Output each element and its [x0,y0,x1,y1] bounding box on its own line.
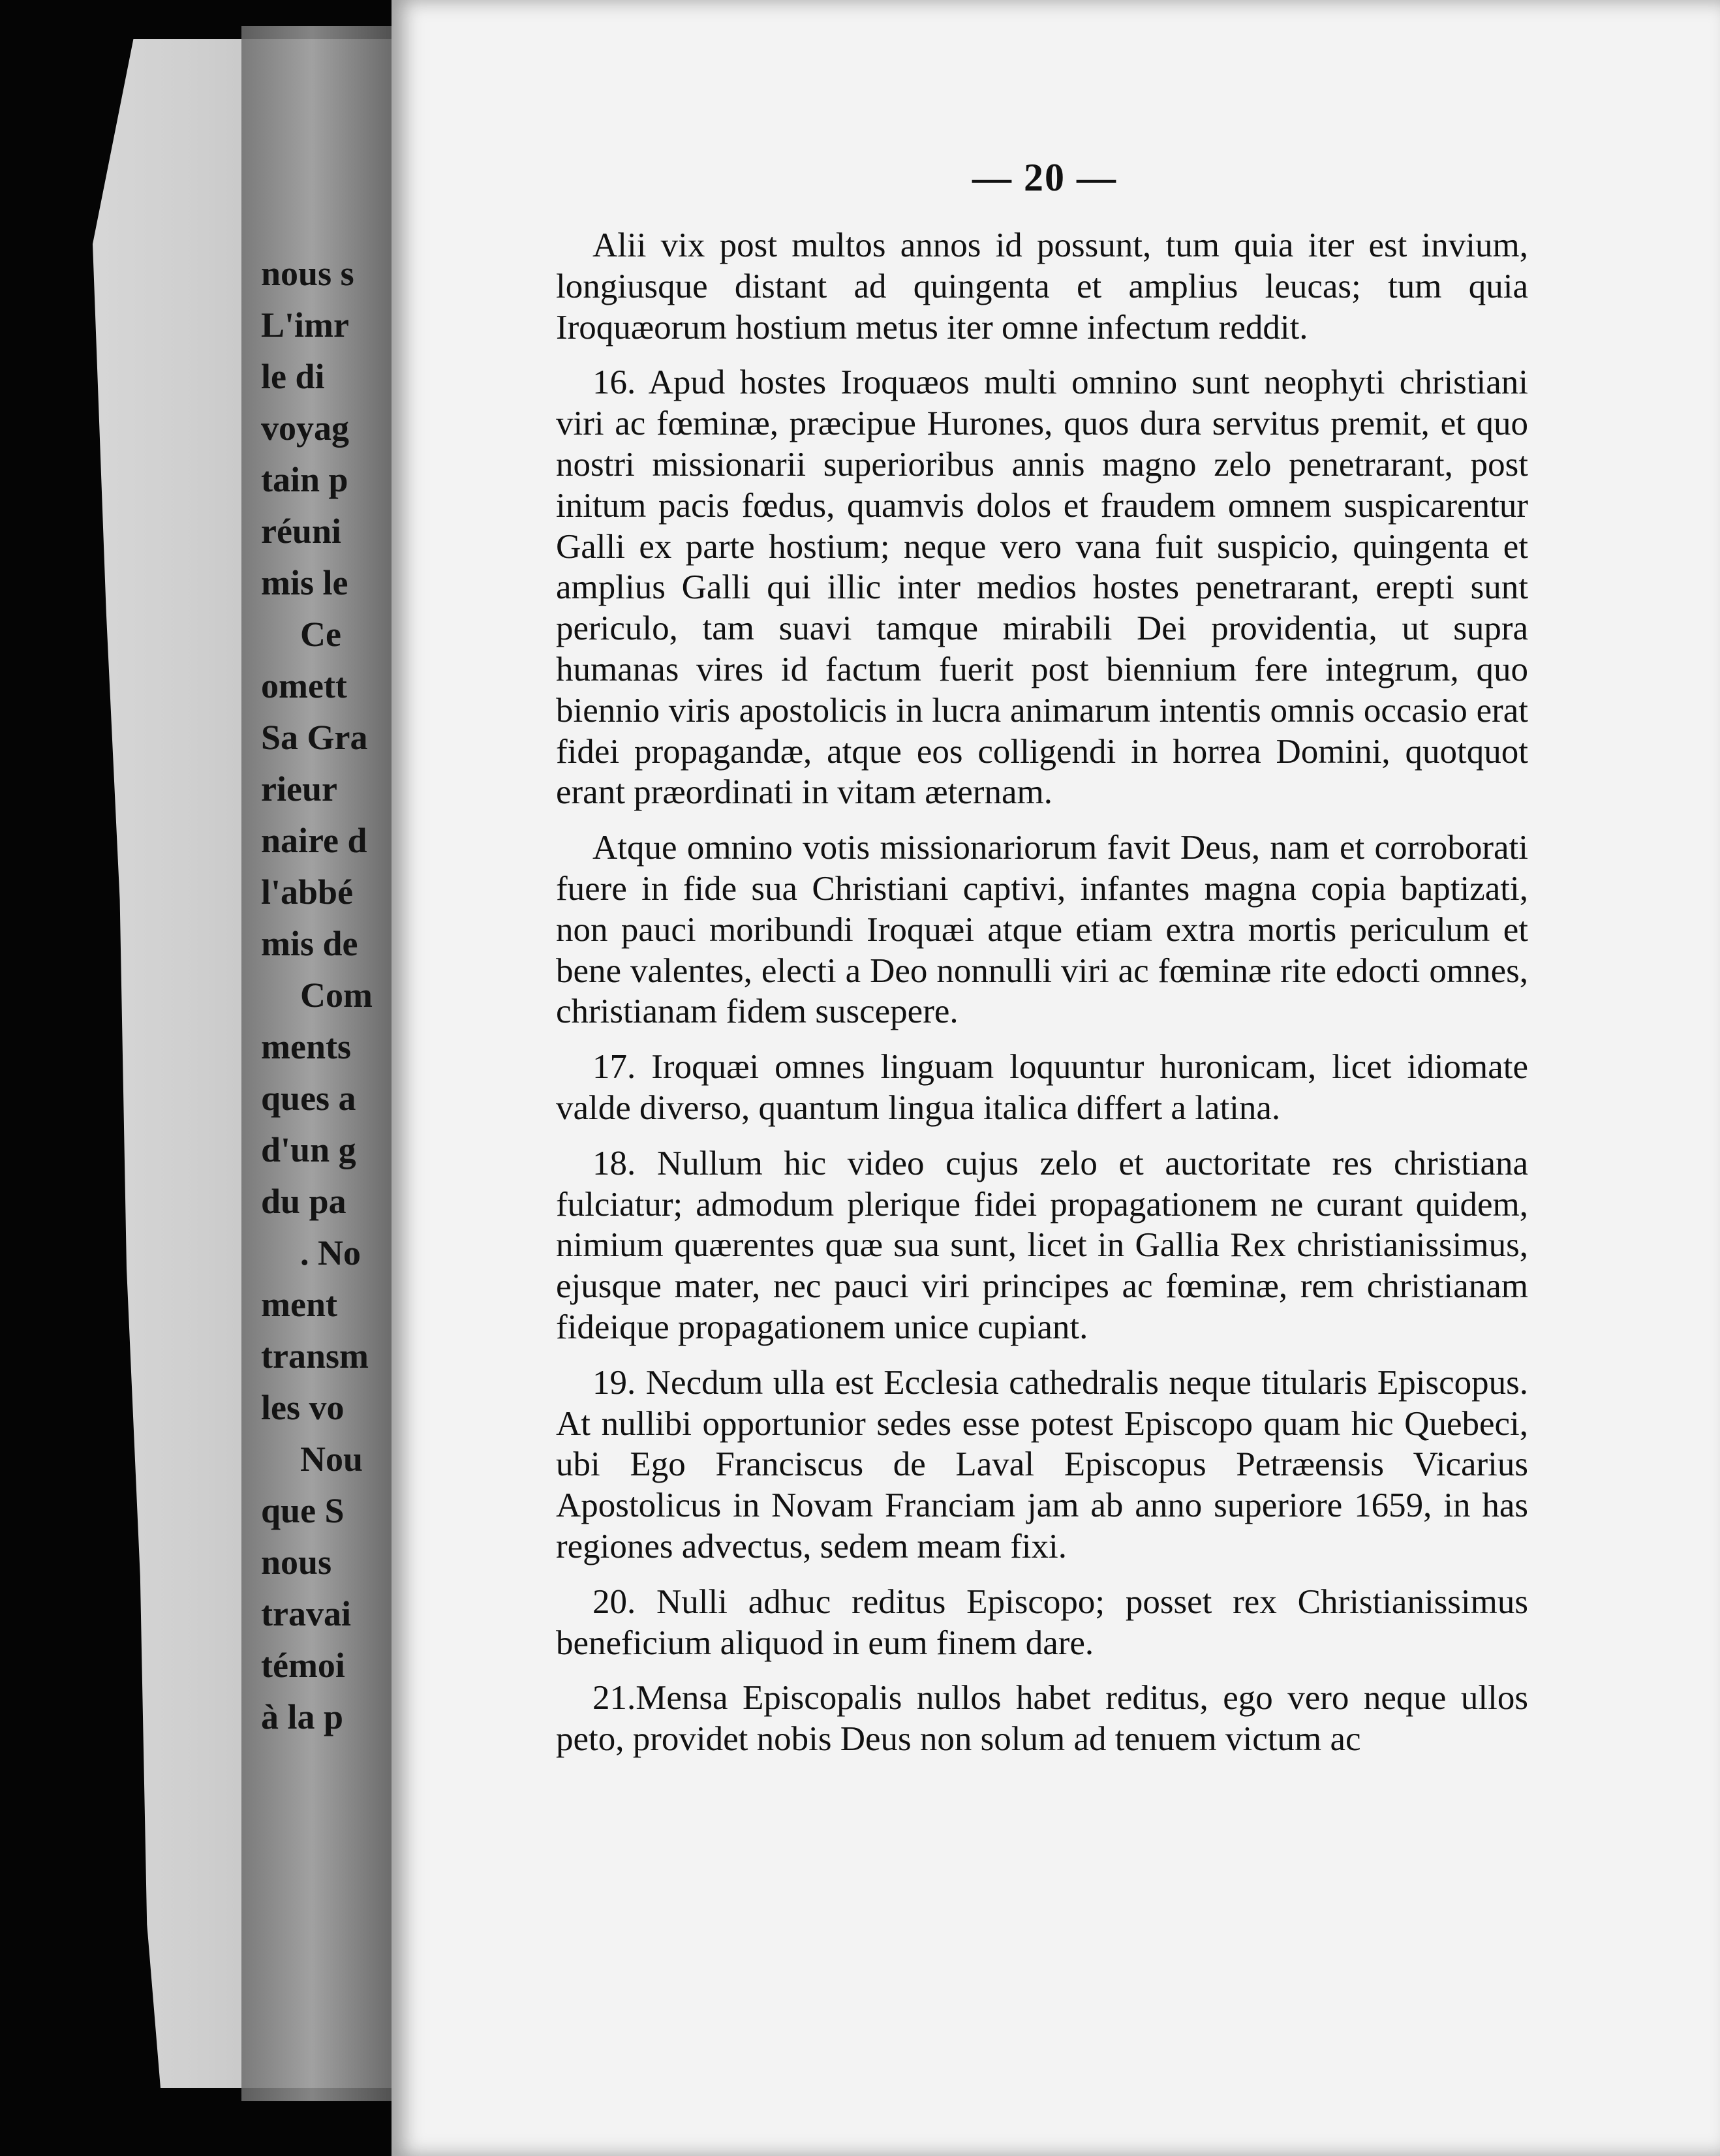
fragment-line: voyag [261,408,349,448]
paragraph: Atque omnino votis missionariorum favit Deus, nam et corroborati fuere in fide sua Christiani captivi, infantes magna copia baptizati, non pauci moribundi Iroquæi atque etiam extra mortis periculum et bene valentes, electi a Deo nonnulli viri ac fœminæ rite edocti omnes, christianam fidem suscepere. [556,829,1528,1031]
fragment-line: travai [261,1594,351,1633]
paragraph: 16. Apud hostes Iroquæos multi omnino sunt neophyti christiani viri ac fœminæ, præcipue Hurones, quos dura servitus premit, et quo nostri missionarii superioribus annis magno zelo penetrarant, post initum pacis fœdus, quamvis dolos et fraudem omnem suspicarentur Galli ex parte hostium; neque vero vana fuit suspicio, quingenta et amplius Galli qui illic inter medios hostes penetrarant, erepti sunt periculo, tam suavi tamque mirabili Dei providentia, ut supra humanas vires id factum fuerit post biennium fere integrum, quo biennio viris apostolicis in lucra animarum intentis omnis occasio erat fidei propagandæ, atque eos colligendi in horrea Domini, quotquot erant præordinati in vitam æternam. [556,363,1528,812]
paragraph: 18. Nullum hic video cujus zelo et auctoritate res christiana fulciatur; admodum plerique fidei propagationem ne curant quidem, nimium quærentes quæ sua sunt, licet in Gallia Rex christianissimus, ejusque mater, nec pauci viri principes ac fœminæ, rem christianam fideique propagationem unice cupiant. [556,1144,1528,1346]
fragment-line: témoi [261,1646,345,1685]
paragraph: 20. Nulli adhuc reditus Episcopo; posset rex Christianissimus beneficium aliquod in eum finem dare. [556,1582,1528,1662]
fragment-line: l'abbé [261,872,354,912]
fragment-line: . No [300,1233,361,1272]
paragraph: 21.Mensa Episcopalis nullos habet reditus, ego vero neque ullos peto, providet nobis Deus non solum ad tenuem victum ac [556,1679,1528,1759]
fragment-line: mis de [261,924,358,963]
fragment-line: naire d [261,821,367,860]
fragment-line: mis le [261,563,348,602]
page-number: — 20 — [972,156,1117,199]
fragment-line: d'un g [261,1130,356,1169]
fragment-line: Nou [300,1440,363,1479]
paragraph: Alii vix post multos annos id possunt, tum quia iter est invium, longiusque distant ad quingenta et amplius leucas; tum quia Iroquæorum hostium metus iter omne infectum reddit. [556,226,1528,346]
fragment-line: nous s [261,254,354,293]
fragment-line: L'imr [261,305,349,345]
fragment-line: le di [261,357,325,396]
fragment-line: du pa [261,1182,346,1221]
fragment-line: omett [261,666,347,705]
fragment-line: Com [300,976,373,1015]
fragment-line: réuni [261,512,342,551]
paragraph: 19. Necdum ulla est Ecclesia cathedralis neque titularis Episcopus. At nullibi opportunior sedes esse potest Episcopo quam hic Quebeci, ubi Ego Franciscus de Laval Episcopus Petræensis Vicarius Apostolicus in Novam Franciam jam ab anno superiore 1659, in has regiones advectus, sedem meam fixi. [556,1363,1528,1565]
fragment-line: à la p [261,1697,344,1736]
fragment-line: ques a [261,1079,356,1118]
fragment-line: transm [261,1336,369,1376]
fragment-line: ment [261,1285,337,1324]
fragment-line: rieur [261,769,337,808]
fragment-line: nous [261,1543,332,1582]
fragment-line: que S [261,1491,345,1530]
fragment-line: les vo [261,1388,345,1427]
fragment-line: Ce [300,615,341,654]
body-text [556,225,1528,1774]
facing-page-text [261,248,398,1814]
paragraph: 17. Iroquæi omnes linguam loquuntur huronicam, licet idiomate valde diverso, quantum lingua italica differt a latina. [556,1048,1528,1127]
fragment-line: ments [261,1027,351,1066]
fragment-line: tain p [261,460,348,499]
fragment-line: Sa Gra [261,718,368,757]
